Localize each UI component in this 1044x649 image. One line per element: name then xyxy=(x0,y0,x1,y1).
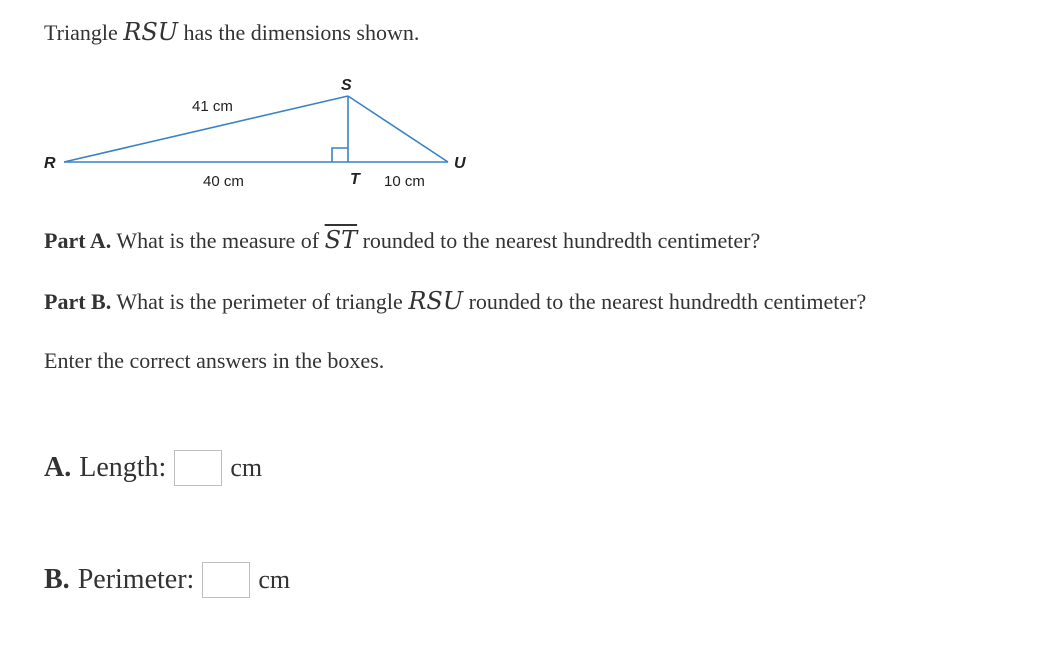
vertex-t-label: T xyxy=(350,171,360,188)
answer-b-label: Perimeter: xyxy=(77,564,195,595)
label-rt: 40 cm xyxy=(203,173,244,190)
answer-a-part: A. xyxy=(44,452,72,483)
triangle-name: RSU xyxy=(123,18,178,46)
segment-st: $\overline{ST}$ xyxy=(324,226,358,254)
intro-text-after: has the dimensions shown. xyxy=(183,20,420,45)
vertex-r-label: R xyxy=(44,155,56,172)
answer-b-part: B. xyxy=(44,564,70,595)
part-a-text-after: rounded to the nearest hundredth centimeter? xyxy=(362,228,761,253)
part-b-triangle-name: RSU xyxy=(408,287,464,315)
label-rs: 41 cm xyxy=(192,98,233,115)
perimeter-answer-input[interactable] xyxy=(202,562,250,598)
instruction-text: Enter the correct answers in the boxes. xyxy=(44,348,385,373)
vertex-u-label: U xyxy=(454,155,466,172)
intro-text xyxy=(44,18,419,47)
side-su xyxy=(348,96,448,162)
answer-a-unit: cm xyxy=(230,453,263,482)
answer-a-row xyxy=(44,450,262,486)
part-b-label: Part B. xyxy=(44,289,112,314)
part-b-text-after: rounded to the nearest hundredth centimeter? xyxy=(468,289,867,314)
part-b-question xyxy=(44,287,866,316)
intro-text-before: Triangle xyxy=(44,20,118,45)
length-answer-input[interactable] xyxy=(174,450,222,486)
triangle-figure xyxy=(0,60,520,200)
vertex-s-label: S xyxy=(341,77,352,94)
part-a-question xyxy=(44,226,760,255)
right-angle-marker xyxy=(332,148,348,162)
part-a-label: Part A. xyxy=(44,228,112,253)
triangle-lines xyxy=(64,96,448,162)
label-tu: 10 cm xyxy=(384,173,425,190)
part-b-text-before: What is the perimeter of triangle xyxy=(116,289,403,314)
answer-b-row xyxy=(44,562,290,598)
part-a-text-before: What is the measure of xyxy=(116,228,320,253)
answer-b-unit: cm xyxy=(258,565,291,594)
answer-a-label: Length: xyxy=(79,452,167,483)
